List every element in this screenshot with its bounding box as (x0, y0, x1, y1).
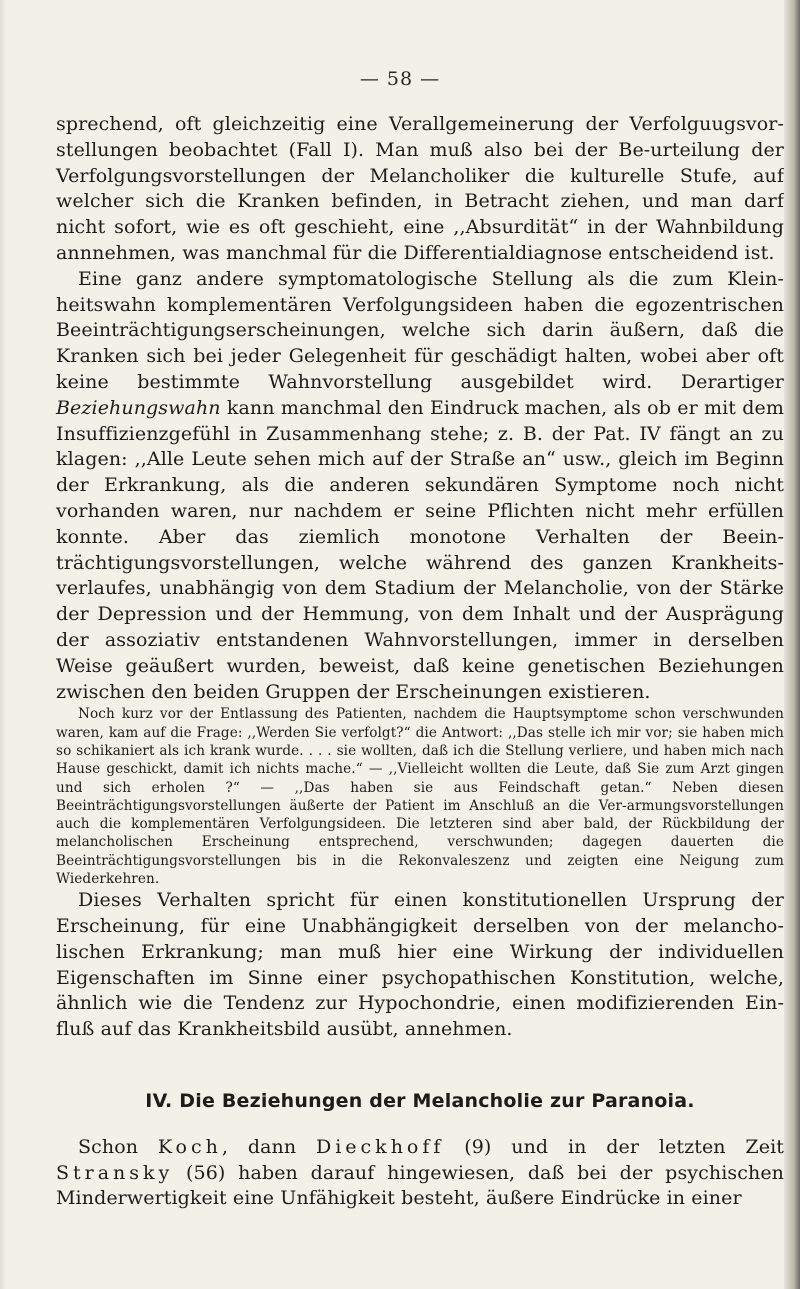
case-note-paragraph: Noch kurz vor der Entlassung des Patienten, nachdem die Hauptsymptome schon verschwunden waren, kam auf die Frage: ,,Werden Sie verfolgt?“ die Antwort: ,,Das stelle ich mir vor; sie haben mich so schikaniert als ich krank wurde. . . . sie wollten, daß ich die Stellung verliere, und haben mich nach Hause geschickt, damit ich nichts mache.“ — ,,Vielleicht wollten die Leute, daß Sie zum Arzt gingen und sich erholen ?“ — ,,Das haben sie aus Feindschaft getan.“ Neben diesen Beeinträchtigungsvorstellungen äußerte der Patient im Anschluß an die Ver-armungsvorstellungen auch die komplementären Verfolgungsideen. Die letzteren sind aber bald, der Rückbildung der melancholischen Erscheinung entsprechend, verschwunden; dagegen dauerten die Beeinträchtigungsvorstellungen bis in die Rekonvaleszenz und zeigten eine Neigung zum Wiederkehren. (56, 706, 784, 887)
author-dieckhoff: Dieckhoff (315, 1135, 445, 1158)
paragraph-2-part-b: kann manchmal den Eindruck machen, als ob er mit dem Insuffizienzgefühl in Zusammenhang stehe; z. B. der Pat. IV fängt an zu klagen: ,,Alle Leute sehen mich auf der Straße an“ usw., gleich im Beginn der Erkrankung, als die anderen sekundären Symptome noch nicht vorhanden waren, nur nachdem er seine Pflichten nicht mehr erfüllen konnte. Aber das ziemlich monotone Verhalten der Beein-trächtigungsvorstellungen, welche während des ganzen Krankheits-verlaufes, unabhängig von dem Stadium der Melancholie, von der Stärke der Depression und der Hemmung, von dem Inhalt und der Ausprägung der assoziativ entstandenen Wahnvorstellungen, immer in derselben Weise geäußert wurden, beweist, daß keine genetischen Beziehungen zwischen den beiden Gruppen der Erscheinungen existieren. (56, 396, 784, 703)
paragraph-5-part-d: (56) haben darauf hingewiesen, daß bei der psychischen Minderwertigkeit eine Unfähigkeit besteht, äußere Eindrücke in einer (56, 1161, 784, 1210)
paragraph-5 (56, 1135, 784, 1212)
paragraph-1: sprechend, oft gleichzeitig eine Verallgemeinerung der Verfolguugsvor-stellungen beobachtet (Fall I). Man muß also bei der Be-urteilung der Verfolgungsvorstellungen der Melancholiker die kulturelle Stufe, auf welcher sich die Kranken befinden, in Betracht ziehen, und man darf nicht sofort, wie es oft geschieht, eine ,,Absurdität“ in der Wahnbildung annnehmen, was manchmal für die Differentialdiagnose entscheidend ist. (56, 113, 784, 264)
paragraph-5-part-c: (9) und in der letzten Zeit (444, 1135, 784, 1158)
section-heading: IV. Die Beziehungen der Melancholie zur Paranoia. (145, 1090, 695, 1113)
paragraph-4: Dieses Verhalten spricht für einen konstitutionellen Ursprung der Erscheinung, für eine Unabhängigkeit derselben von der melancho-lischen Erkrankung; man muß hier eine Wirkung der individuellen Eigenschaften im Sinne einer psychopathischen Konstitution, welche, ähnlich wie die Tendenz zur Hypochondrie, einen modifizierenden Ein-fluß auf das Krankheitsbild ausübt, annehmen. (56, 889, 784, 1041)
page-binding-edge (784, 0, 800, 1289)
paragraph-2-part-a: Eine ganz andere symptomatologische Stellung als die zum Klein-heitswahn komplementären Verfolgungsideen haben die egozentrischen Beeinträchtigungserscheinungen, welche sich darin äußern, daß die Kranken sich bei jeder Gelegenheit für geschädigt halten, wobei aber oft keine bestimmte Wahnvorstellung ausgebildet wird. Derartiger (56, 267, 784, 393)
author-stransky: Stransky (56, 1161, 174, 1184)
page-gutter (0, 0, 6, 1289)
body-text (56, 112, 784, 1212)
paragraph-5-part-a: Schon (78, 1135, 158, 1158)
paragraph-5-part-b: , dann (221, 1135, 316, 1158)
emphasis-beziehungswahn: Beziehungswahn (56, 396, 221, 419)
author-koch: Koch (157, 1135, 222, 1158)
page-number: — 58 — (359, 68, 441, 90)
paragraph-2 (56, 267, 784, 706)
